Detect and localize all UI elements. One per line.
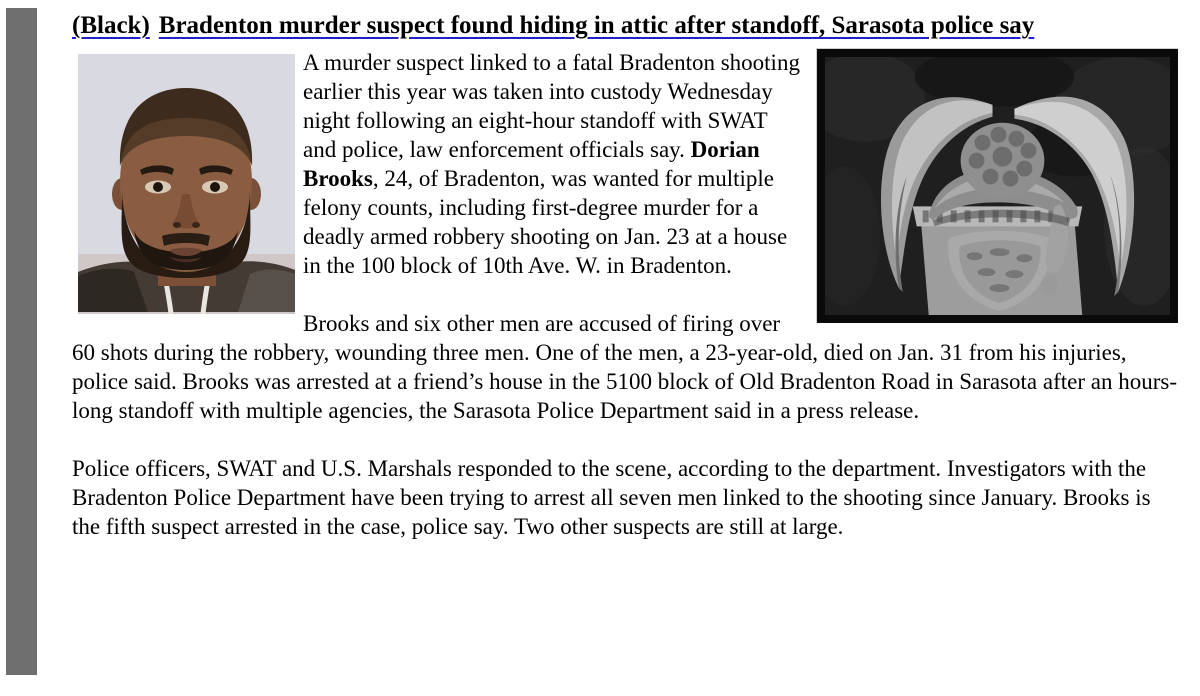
mugshot-image	[78, 54, 295, 314]
article-body	[72, 48, 1178, 541]
paragraph-1-text-a: A murder suspect linked to a fatal Bradenton shooting earlier this year was taken into custody Wednesday night following an eight-hour standoff with SWAT and police, law enforcement officials say.	[303, 50, 800, 162]
statue-image	[825, 57, 1170, 315]
paragraph-3: Police officers, SWAT and U.S. Marshals responded to the scene, according to the department. Investigators with the Bradenton Police Department have been trying to arrest all seven men linked to the shooting since January. Brooks is the fifth suspect arrested in the case, police say. Two other suspects are still at large.	[72, 456, 1151, 539]
headline-link[interactable]: Bradenton murder suspect found hiding in attic after standoff, Sarasota police say	[158, 12, 1035, 39]
article	[72, 10, 1178, 541]
mugshot-photo	[78, 54, 295, 314]
suspect-name: Dorian Brooks	[303, 137, 760, 191]
headline	[72, 10, 1178, 42]
headline-prefix-link[interactable]: (Black)	[72, 12, 150, 39]
statue-photo	[816, 48, 1178, 323]
paragraph-2: Brooks and six other men are accused of firing over 60 shots during the robbery, wounding three men. One of the men, a 23-year-old, died on Jan. 31 from his injuries, police said. Brooks was arrested at a friend’s house in the 5100 block of Old Bradenton Road in Sarasota after an hours-long standoff with multiple agencies, the Sarasota Police Department said in a press release.	[72, 311, 1177, 423]
quote-bar	[6, 8, 37, 675]
paragraph-1-text-b: , 24, of Bradenton, was wanted for multiple felony counts, including first-degree murder for a deadly armed robbery shooting on Jan. 23 at a house in the 100 block of 10th Ave. W. in Bradenton.	[303, 166, 788, 278]
